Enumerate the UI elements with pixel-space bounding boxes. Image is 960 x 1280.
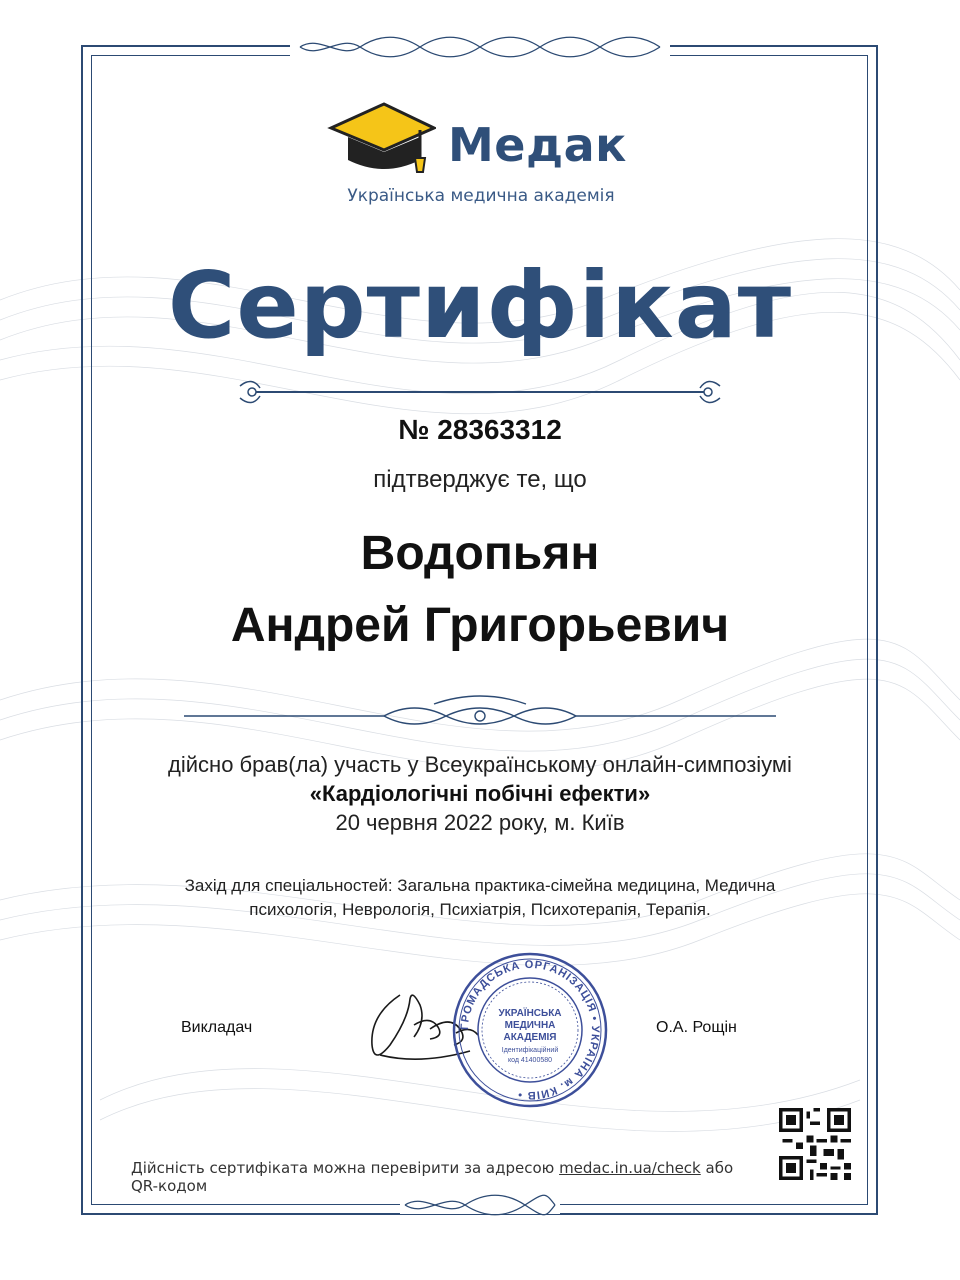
recipient-surname: Водопьян	[360, 527, 600, 580]
specialties	[0, 874, 960, 922]
verification-note	[131, 1159, 751, 1195]
signer-role: Викладач	[181, 1019, 253, 1036]
svg-text:Ідентифікаційний: Ідентифікаційний	[501, 1047, 559, 1054]
certificate-title: Сертифікат	[167, 252, 793, 359]
qr-code-icon[interactable]	[779, 1108, 851, 1180]
event-date-place: 20 червня 2022 року, м. Київ	[335, 810, 625, 835]
organization-stamp	[450, 950, 610, 1110]
svg-text:ГРОМАДСЬКА ОРГАНІЗАЦІЯ • УКРАЇ: ГРОМАДСЬКА ОРГАНІЗАЦІЯ • УКРАЇНА м. КИЇВ •	[458, 958, 602, 1102]
specialties-line-2: психологія, Неврологія, Психіатрія, Психотерапія, Терапія.	[249, 900, 711, 919]
brand-name: Медак	[448, 118, 627, 172]
signer-name: О.А. Рощін	[656, 1019, 737, 1036]
brand-tagline: Українська медична академія	[347, 186, 615, 206]
top-ornament	[290, 32, 670, 62]
event-title: «Кардіологічні побічні ефекти»	[309, 781, 651, 806]
svg-text:УКРАЇНСЬКА: УКРАЇНСЬКА	[498, 1008, 562, 1019]
verification-suffix: або QR-кодом	[131, 1159, 734, 1195]
verification-link[interactable]: medac.in.ua/check	[559, 1159, 701, 1177]
certificate-number: № 28363312	[398, 414, 562, 445]
specialties-line-1: Захід для спеціальностей: Загальна практика-сімейна медицина, Медична	[184, 876, 776, 895]
svg-text:МЕДИЧНА: МЕДИЧНА	[504, 1020, 556, 1031]
svg-text:код 41400580: код 41400580	[507, 1057, 553, 1064]
name-divider	[184, 692, 776, 732]
participation-text: дійсно брав(ла) участь у Всеукраїнському онлайн-симпозіумі	[168, 752, 792, 777]
svg-text:АКАДЕМІЯ: АКАДЕМІЯ	[503, 1032, 557, 1043]
graduation-cap-icon	[326, 100, 436, 180]
confirms-text: підтверджує те, що	[373, 466, 587, 493]
verification-prefix: Дійсність сертифіката можна перевірити за адресою	[131, 1159, 555, 1177]
title-divider	[236, 378, 724, 408]
recipient-given-names: Андрей Григорьевич	[230, 599, 730, 652]
